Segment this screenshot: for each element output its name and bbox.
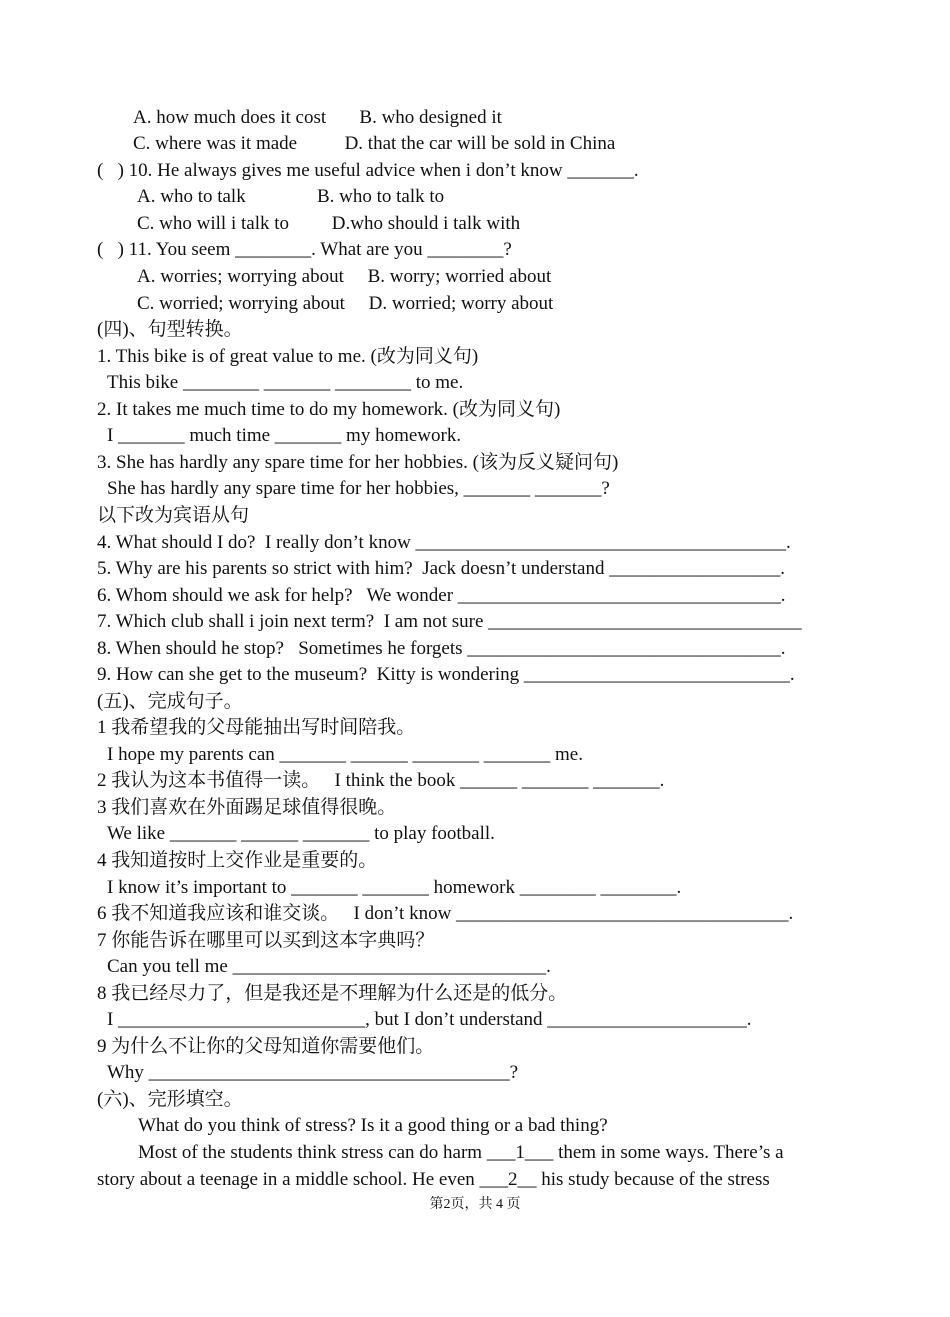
option-line: C. who will i talk to D.who should i talk with — [137, 213, 521, 234]
exercise-line: 8. When should he stop? Sometimes he forgets _________________________________. — [97, 638, 786, 659]
passage-line: Most of the students think stress can do harm ___1___ them in some ways. There’s a — [138, 1142, 784, 1163]
answer-line: I know it’s important to _______ _______ homework ________ ________. — [107, 877, 682, 898]
exercise-line: 4. What should I do? I really don’t know _______________________________________. — [97, 532, 791, 553]
question-11: ( ) 11. You seem ________. What are you ________? — [97, 239, 512, 260]
option-line: A. worries; worrying about B. worry; worried about — [137, 266, 552, 287]
answer-line: We like _______ ______ _______ to play football. — [107, 823, 495, 844]
answer-line: Why ______________________________________? — [107, 1062, 519, 1083]
exercise-line: 1. This bike is of great value to me. (改为同义句) — [97, 346, 479, 367]
exercise-line: 2. It takes me much time to do my homework. (改为同义句) — [97, 399, 561, 420]
exercise-line: 9. How can she get to the museum? Kitty is wondering ____________________________. — [97, 664, 795, 685]
exercise-line: 2 我认为这本书值得一读。 I think the book ______ _______ _______. — [97, 770, 665, 791]
exercise-line: 7 你能告诉在哪里可以买到这本字典吗？ — [97, 930, 435, 951]
exercise-line: 3 我们喜欢在外面踢足球值得很晚。 — [97, 797, 397, 818]
page-footer: 第2页，共 4 页 — [429, 1197, 521, 1212]
exercise-line: 6. Whom should we ask for help? We wonder __________________________________. — [97, 585, 786, 606]
answer-line: Can you tell me _________________________________. — [107, 956, 551, 977]
exercise-line: 9 为什么不让你的父母知道你需要他们。 — [97, 1036, 435, 1057]
answer-line: I _______ much time _______ my homework. — [107, 425, 462, 446]
answer-line: I __________________________, but I don’t understand _____________________. — [107, 1009, 752, 1030]
exercise-line: 4 我知道按时上交作业是重要的。 — [97, 850, 378, 871]
exercise-line: 7. Which club shall i join next term? I am not sure _________________________________ — [97, 611, 802, 632]
section-heading: (四)、句型转换。 — [97, 319, 243, 340]
exercise-line: 5. Why are his parents so strict with him? Jack doesn’t understand __________________. — [97, 558, 785, 579]
option-line: A. how much does it cost B. who designed it — [133, 107, 502, 128]
passage-line: story about a teenage in a middle school. He even ___2__ his study because of the stress — [97, 1169, 770, 1190]
answer-line: She has hardly any spare time for her hobbies, _______ _______? — [107, 478, 610, 499]
exercise-line: 8 我已经尽力了，但是我还是不理解为什么还是的低分。 — [97, 983, 568, 1004]
exercise-line: 1 我希望我的父母能抽出写时间陪我。 — [97, 717, 416, 738]
section-heading: (五)、完成句子。 — [97, 691, 243, 712]
answer-line: I hope my parents can _______ ______ _______ _______ me. — [107, 744, 583, 765]
answer-line: This bike ________ _______ ________ to me. — [107, 372, 464, 393]
option-line: C. where was it made D. that the car will be sold in China — [133, 133, 616, 154]
sub-heading: 以下改为宾语从句 — [97, 505, 250, 526]
option-line: A. who to talk B. who to talk to — [137, 186, 445, 207]
passage-line: What do you think of stress? Is it a good thing or a bad thing? — [138, 1115, 608, 1136]
exercise-line: 6 我不知道我应该和谁交谈。 I don’t know ___________________________________. — [97, 903, 794, 924]
option-line: C. worried; worrying about D. worried; worry about — [137, 293, 554, 314]
section-heading: (六)、完形填空。 — [97, 1089, 243, 1110]
question-10: ( ) 10. He always gives me useful advice when i don’t know _______. — [97, 160, 639, 181]
exercise-line: 3. She has hardly any spare time for her hobbies. (该为反义疑问句) — [97, 452, 619, 473]
